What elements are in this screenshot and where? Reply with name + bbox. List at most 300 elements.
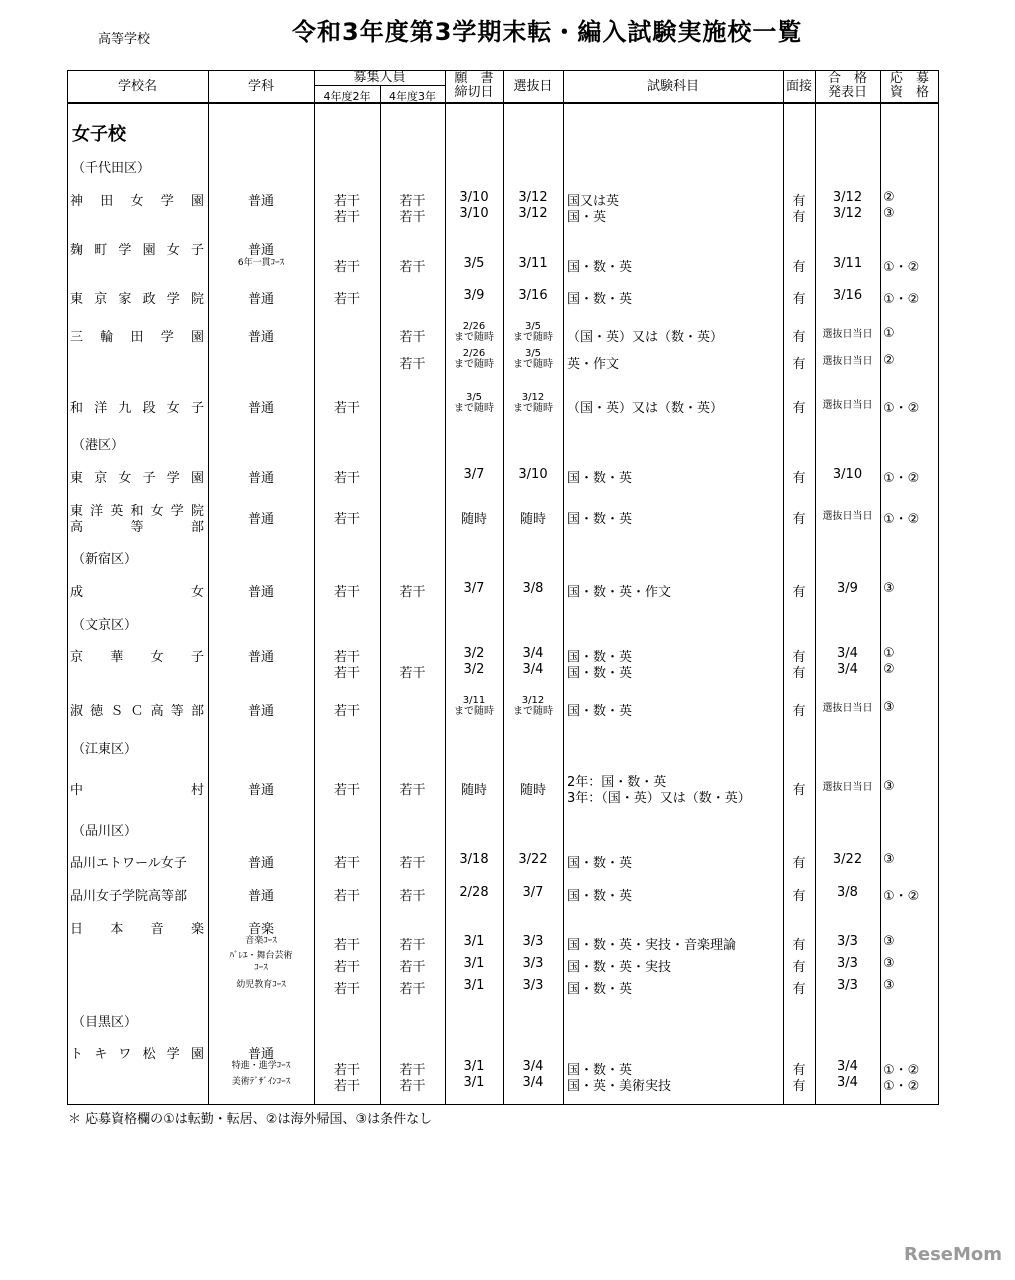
exam-date-cell: 3/3 — [522, 956, 544, 971]
exam-date-cell: 3/12 — [518, 190, 548, 205]
grade3-cell: 若干 — [399, 982, 426, 997]
exam-date-cell: 3/4 — [522, 646, 544, 661]
name-char: 女 — [150, 650, 164, 665]
name-char: 学 — [166, 471, 180, 486]
ward-label: （千代田区） — [72, 161, 151, 176]
section-title: 女子校 — [72, 124, 126, 145]
name-char: 京 — [94, 471, 108, 486]
dept: 普通 — [247, 292, 274, 307]
announce-cell: 3/11 — [832, 256, 863, 271]
dept: 普通 — [247, 650, 274, 665]
name-char: 東 — [70, 504, 84, 519]
deadline-bottom: まで随時 — [454, 359, 494, 370]
grade2-cell: 若干 — [333, 292, 360, 307]
grade2-cell: 若干 — [333, 210, 360, 225]
grade3-cell: 若干 — [399, 856, 426, 871]
eligibility-cell: ① — [883, 326, 895, 341]
grade2-cell: 若干 — [333, 982, 360, 997]
deadline-cell — [445, 348, 503, 370]
school-name — [70, 700, 204, 719]
ward-label: （品川区） — [72, 824, 138, 839]
name-char: 田 — [100, 194, 114, 209]
name-char: 等 — [130, 520, 144, 535]
exam-date-cell: 3/4 — [522, 662, 544, 677]
announce-cell: 3/4 — [837, 646, 858, 661]
name-char: 高 — [150, 704, 164, 719]
interview-cell: 有 — [792, 982, 806, 997]
dept: 音楽 — [247, 922, 274, 937]
name-char: Ｃ — [130, 704, 144, 719]
school-name — [70, 467, 204, 486]
name-char: 華 — [110, 650, 124, 665]
name-char: ワ — [118, 1047, 132, 1062]
name-char: 松 — [142, 1047, 156, 1062]
subjects-cell: 英・作文 — [567, 357, 620, 372]
eligibility-cell: ③ — [883, 700, 895, 715]
name-char: 学 — [118, 243, 132, 258]
announce-cell: 3/22 — [832, 852, 863, 867]
dept: 普通 — [247, 783, 274, 798]
grade3-cell: 若干 — [399, 1079, 426, 1094]
col-header-eligibility-line2: 資 格 — [889, 85, 929, 100]
col-header-grade2: 4年度2年 — [323, 90, 371, 103]
course-label: 特進・進学ｺｰｽ — [231, 1061, 291, 1071]
deadline-top: 2/26 — [462, 321, 486, 332]
col-header-interview: 面接 — [785, 79, 812, 94]
eligibility-cell: ① — [883, 646, 895, 661]
deadline-cell: 3/1 — [463, 978, 485, 993]
school-name — [70, 326, 204, 345]
deadline-cell: 3/1 — [463, 1075, 485, 1090]
exam-bottom: まで随時 — [513, 706, 553, 717]
eligibility-cell: ①・② — [883, 292, 920, 307]
name-char: 本 — [110, 922, 124, 937]
announce-cell: 3/9 — [837, 581, 858, 596]
exam-date-cell: 3/12 — [518, 206, 548, 221]
deadline-bottom: まで随時 — [454, 706, 494, 717]
grade2-cell: 若干 — [333, 889, 360, 904]
school-name — [70, 397, 204, 416]
announce-cell: 3/8 — [837, 885, 858, 900]
school-name — [70, 918, 204, 937]
name-char: 輪 — [100, 330, 114, 345]
name-char: 部 — [190, 520, 204, 535]
interview-cell: 有 — [792, 585, 806, 600]
school-name — [70, 239, 204, 258]
grade2-cell: 若干 — [333, 666, 360, 681]
deadline-cell: 3/2 — [463, 646, 485, 661]
announce-cell: 選抜日当日 — [822, 400, 873, 411]
eligibility-cell: ② — [883, 353, 895, 368]
deadline-cell: 随時 — [460, 783, 487, 798]
dept: 普通 — [247, 1047, 274, 1062]
ward-label: （文京区） — [72, 618, 138, 633]
deadline-cell: 随時 — [460, 512, 487, 527]
dept: 普通 — [247, 194, 274, 209]
col-header-deadline-line2: 締切日 — [454, 85, 494, 100]
subjects-cell-line2: 3年：（国・英）又は（数・英） — [567, 791, 751, 806]
subjects-cell: 国・数・英 — [567, 704, 633, 719]
school-name: 品川女子学院高等部 — [70, 889, 188, 904]
subjects-cell: 国・数・英 — [567, 471, 633, 486]
subjects-cell: 国又は英 — [567, 194, 620, 209]
exam-top: 3/5 — [524, 348, 542, 359]
eligibility-cell: ①・② — [883, 1063, 920, 1078]
name-char: 部 — [190, 704, 204, 719]
name-char: 学 — [160, 194, 174, 209]
subjects-cell: 国・数・英・実技・音楽理論 — [567, 938, 737, 953]
name-char: 音 — [150, 922, 164, 937]
deadline-top: 3/5 — [465, 392, 483, 403]
name-char: 九 — [118, 401, 132, 416]
exam-date-cell: 3/10 — [518, 467, 548, 482]
interview-cell: 有 — [792, 357, 806, 372]
grade3-cell: 若干 — [399, 260, 426, 275]
subjects-cell: 国・数・英 — [567, 666, 633, 681]
deadline-cell: 3/2 — [463, 662, 485, 677]
name-char: 洋 — [94, 401, 108, 416]
interview-cell: 有 — [792, 666, 806, 681]
name-char: 園 — [190, 471, 204, 486]
document-title: 令和3年度第3学期末転・編入試験実施校一覧 — [292, 18, 803, 46]
exam-date-cell: 3/22 — [518, 852, 548, 867]
name-char: 和 — [130, 504, 144, 519]
exam-bottom: まで随時 — [513, 359, 553, 370]
name-char: 等 — [170, 704, 184, 719]
school-name: 品川エトワール女子 — [70, 856, 187, 871]
exam-date-cell: 随時 — [519, 512, 546, 527]
name-char: 家 — [118, 292, 132, 307]
name-char: 田 — [130, 330, 144, 345]
eligibility-cell: ③ — [883, 956, 895, 971]
grade3-cell: 若干 — [399, 194, 426, 209]
grade2-cell: 若干 — [333, 471, 360, 486]
name-char: 院 — [190, 292, 204, 307]
subjects-cell: 国・英 — [567, 210, 607, 225]
interview-cell: 有 — [792, 512, 806, 527]
interview-cell: 有 — [792, 1079, 806, 1094]
school-type-label: 高等学校 — [98, 32, 151, 47]
course-label: 音楽ｺｰｽ — [245, 936, 277, 946]
deadline-bottom: まで随時 — [454, 332, 494, 343]
grade2-cell: 若干 — [333, 512, 360, 527]
interview-cell: 有 — [792, 260, 806, 275]
name-char: 成 — [70, 585, 84, 600]
interview-cell: 有 — [792, 292, 806, 307]
dept: 普通 — [247, 471, 274, 486]
eligibility-cell: ①・② — [883, 471, 920, 486]
grade2-cell: 若干 — [333, 585, 360, 600]
school-name — [70, 646, 204, 665]
announce-cell: 3/4 — [837, 1075, 858, 1090]
name-char: 徳 — [90, 704, 104, 719]
grade3-cell: 若干 — [399, 1063, 426, 1078]
dept: 普通 — [247, 889, 274, 904]
deadline-cell — [445, 695, 503, 717]
school-name — [70, 288, 204, 307]
deadline-cell — [445, 321, 503, 343]
deadline-top: 2/26 — [462, 348, 486, 359]
announce-cell: 選抜日当日 — [822, 356, 873, 367]
eligibility-cell: ①・② — [883, 1079, 920, 1094]
course-label: 幼児教育ｺｰｽ — [236, 980, 286, 990]
name-char: 日 — [70, 922, 84, 937]
course-label-line1: ﾊﾞﾚｴ・舞台芸術 — [229, 951, 293, 961]
school-name — [70, 1043, 204, 1062]
name-char: 楽 — [190, 922, 204, 937]
subjects-cell: 国・数・英・実技 — [567, 960, 672, 975]
dept: 普通 — [247, 512, 274, 527]
exam-date-cell — [503, 348, 563, 370]
deadline-cell: 3/10 — [459, 206, 489, 221]
name-char: ト — [70, 1047, 84, 1062]
grade3-cell: 若干 — [399, 960, 426, 975]
exam-bottom: まで随時 — [513, 332, 553, 343]
name-char: 子 — [190, 243, 204, 258]
subjects-cell: 国・数・英 — [567, 1063, 633, 1078]
subjects-cell: 国・数・英 — [567, 292, 633, 307]
announce-cell: 3/4 — [837, 662, 858, 677]
dept: 普通 — [247, 330, 274, 345]
name-char: 女 — [166, 401, 180, 416]
subjects-cell: （国・英）又は（数・英） — [567, 401, 724, 416]
col-header-eligibility — [880, 72, 939, 100]
announce-cell: 3/12 — [832, 206, 863, 221]
course-label: 6年一貫ｺｰｽ — [237, 258, 285, 268]
ward-label: （港区） — [72, 438, 125, 453]
name-char: 東 — [70, 292, 84, 307]
dept: 普通 — [247, 243, 274, 258]
school-name — [70, 190, 204, 209]
name-char: 園 — [190, 1047, 204, 1062]
name-char: 神 — [70, 194, 84, 209]
name-char: 和 — [70, 401, 84, 416]
grade2-cell: 若干 — [333, 938, 360, 953]
grade2-cell: 若干 — [333, 704, 360, 719]
eligibility-cell: ② — [883, 662, 895, 677]
name-char: 英 — [110, 504, 124, 519]
interview-cell: 有 — [792, 938, 806, 953]
col-header-deadline-line1: 願 書 — [454, 71, 494, 86]
eligibility-cell: ② — [883, 190, 895, 205]
name-char: 麹 — [70, 243, 84, 258]
name-char: 子 — [190, 650, 204, 665]
grade2-cell: 若干 — [333, 856, 360, 871]
dept: 普通 — [247, 401, 274, 416]
announce-cell: 選抜日当日 — [822, 329, 873, 340]
dept: 普通 — [247, 585, 274, 600]
deadline-top: 3/11 — [462, 695, 486, 706]
interview-cell: 有 — [792, 471, 806, 486]
name-char: 京 — [70, 650, 84, 665]
col-header-deadline — [445, 72, 503, 100]
grade2-cell: 若干 — [333, 650, 360, 665]
grade2-cell: 若干 — [333, 1079, 360, 1094]
course-label: 美術ﾃﾞｻﾞｲﾝｺｰｽ — [231, 1077, 291, 1087]
name-char: 女 — [166, 243, 180, 258]
grade2-cell: 若干 — [333, 194, 360, 209]
name-char: 院 — [190, 504, 204, 519]
announce-cell: 3/16 — [832, 288, 863, 303]
subjects-cell: 国・数・英 — [567, 889, 633, 904]
eligibility-cell: ③ — [883, 581, 895, 596]
subjects-cell: 国・数・英 — [567, 856, 633, 871]
name-char: 学 — [170, 504, 184, 519]
course-label-line2: ｺｰｽ — [254, 963, 268, 973]
announce-cell: 選抜日当日 — [822, 782, 873, 793]
subjects-cell: 国・数・英・作文 — [567, 585, 672, 600]
col-line — [563, 70, 564, 1105]
grade2-cell: 若干 — [333, 260, 360, 275]
name-char: 園 — [190, 330, 204, 345]
grade2-cell: 若干 — [333, 783, 360, 798]
name-char: 高 — [70, 520, 84, 535]
name-char: 政 — [142, 292, 156, 307]
grade3-cell: 若干 — [399, 938, 426, 953]
grade2-cell: 若干 — [333, 1063, 360, 1078]
name-char: Ｓ — [110, 704, 124, 719]
announce-cell: 3/3 — [837, 934, 858, 949]
name-char: 学 — [166, 292, 180, 307]
interview-cell: 有 — [792, 194, 806, 209]
name-char: 園 — [142, 243, 156, 258]
eligibility-cell: ①・② — [883, 512, 920, 527]
subjects-cell: 国・数・英 — [567, 650, 633, 665]
deadline-cell: 2/28 — [459, 885, 489, 900]
name-char: 洋 — [90, 504, 104, 519]
name-char: 東 — [70, 471, 84, 486]
interview-cell: 有 — [792, 330, 806, 345]
eligibility-cell: ①・② — [883, 401, 920, 416]
eligibility-cell: ①・② — [883, 889, 920, 904]
interview-cell: 有 — [792, 960, 806, 975]
deadline-bottom: まで随時 — [454, 403, 494, 414]
grade3-cell: 若干 — [399, 330, 426, 345]
ward-label: （目黒区） — [72, 1015, 138, 1030]
deadline-cell: 3/10 — [459, 190, 489, 205]
deadline-cell: 3/18 — [459, 852, 489, 867]
col-header-announce — [815, 72, 880, 100]
grade3-cell: 若干 — [399, 585, 426, 600]
subjects-cell-line1: 2年：国・数・英 — [567, 775, 667, 790]
eligibility-cell: ③ — [883, 852, 895, 867]
col-header-announce-line2: 発表日 — [827, 85, 867, 100]
interview-cell: 有 — [792, 650, 806, 665]
name-char: 段 — [142, 401, 156, 416]
announce-cell: 3/3 — [837, 978, 858, 993]
col-header-subjects: 試験科目 — [646, 79, 699, 94]
name-char: 学 — [160, 330, 174, 345]
exam-date-cell: 3/3 — [522, 934, 544, 949]
announce-cell: 3/10 — [832, 467, 863, 482]
deadline-cell: 3/5 — [463, 256, 485, 271]
subjects-cell: （国・英）又は（数・英） — [567, 330, 724, 345]
interview-cell: 有 — [792, 704, 806, 719]
name-char: 女 — [130, 194, 144, 209]
grade3-cell: 若干 — [399, 210, 426, 225]
deadline-cell: 3/7 — [463, 467, 485, 482]
name-char: 三 — [70, 330, 84, 345]
subjects-cell: 国・数・英 — [567, 982, 633, 997]
grade3-cell: 若干 — [399, 357, 426, 372]
exam-top: 3/12 — [521, 695, 545, 706]
name-char: 子 — [142, 471, 156, 486]
resemom-watermark-logo: ReseMom — [904, 1244, 1003, 1265]
name-char: 子 — [190, 401, 204, 416]
deadline-cell: 3/1 — [463, 1059, 485, 1074]
eligibility-cell: ③ — [883, 206, 895, 221]
school-name-line2 — [70, 516, 204, 535]
name-char: 学 — [166, 1047, 180, 1062]
deadline-cell: 3/9 — [463, 288, 485, 303]
announce-cell: 選抜日当日 — [822, 703, 873, 714]
grade2-cell: 若干 — [333, 960, 360, 975]
col-header-dept: 学科 — [247, 79, 274, 94]
eligibility-cell: ③ — [883, 978, 895, 993]
name-char: 京 — [94, 292, 108, 307]
grade3-cell: 若干 — [399, 666, 426, 681]
grade3-cell: 若干 — [399, 783, 426, 798]
school-name — [70, 581, 204, 600]
name-char: 淑 — [70, 704, 84, 719]
name-char: 園 — [190, 194, 204, 209]
interview-cell: 有 — [792, 783, 806, 798]
interview-cell: 有 — [792, 856, 806, 871]
subjects-cell: 国・数・英 — [567, 512, 633, 527]
col-header-school: 学校名 — [117, 79, 157, 94]
subjects-cell: 国・数・英 — [567, 260, 633, 275]
dept: 普通 — [247, 704, 274, 719]
ward-label: （江東区） — [72, 742, 138, 757]
exam-date-cell: 3/3 — [522, 978, 544, 993]
grade3-cell: 若干 — [399, 889, 426, 904]
exam-date-cell: 3/16 — [518, 288, 548, 303]
col-header-recruit: 募集人員 — [353, 70, 406, 85]
eligibility-cell: ③ — [883, 934, 895, 949]
interview-cell: 有 — [792, 889, 806, 904]
deadline-cell: 3/1 — [463, 956, 485, 971]
exam-date-cell: 3/7 — [522, 885, 544, 900]
col-header-grade3: 4年度3年 — [389, 90, 436, 103]
col-header-announce-line1: 合 格 — [827, 71, 867, 86]
grade2-cell: 若干 — [333, 401, 360, 416]
deadline-cell: 3/1 — [463, 934, 485, 949]
name-char: 女 — [190, 585, 204, 600]
school-name — [70, 779, 204, 798]
col-header-exam-date: 選抜日 — [513, 79, 553, 94]
exam-bottom: まで随時 — [513, 403, 553, 414]
col-header-eligibility-line1: 応 募 — [889, 71, 929, 86]
ward-label: （新宿区） — [72, 552, 138, 567]
exam-date-cell: 3/4 — [522, 1075, 544, 1090]
exam-date-cell: 3/8 — [522, 581, 544, 596]
exam-date-cell — [503, 321, 563, 343]
name-char: 女 — [118, 471, 132, 486]
deadline-cell — [445, 392, 503, 414]
announce-cell: 3/4 — [837, 1059, 858, 1074]
name-char: 中 — [70, 783, 84, 798]
deadline-cell: 3/7 — [463, 581, 485, 596]
interview-cell: 有 — [792, 401, 806, 416]
name-char: 女 — [150, 504, 164, 519]
name-char: 村 — [190, 783, 204, 798]
subjects-cell: 国・英・美術実技 — [567, 1079, 672, 1094]
exam-date-cell: 3/11 — [518, 256, 548, 271]
name-char: キ — [94, 1047, 108, 1062]
announce-cell: 3/3 — [837, 956, 858, 971]
interview-cell: 有 — [792, 210, 806, 225]
announce-cell: 選抜日当日 — [822, 511, 873, 522]
